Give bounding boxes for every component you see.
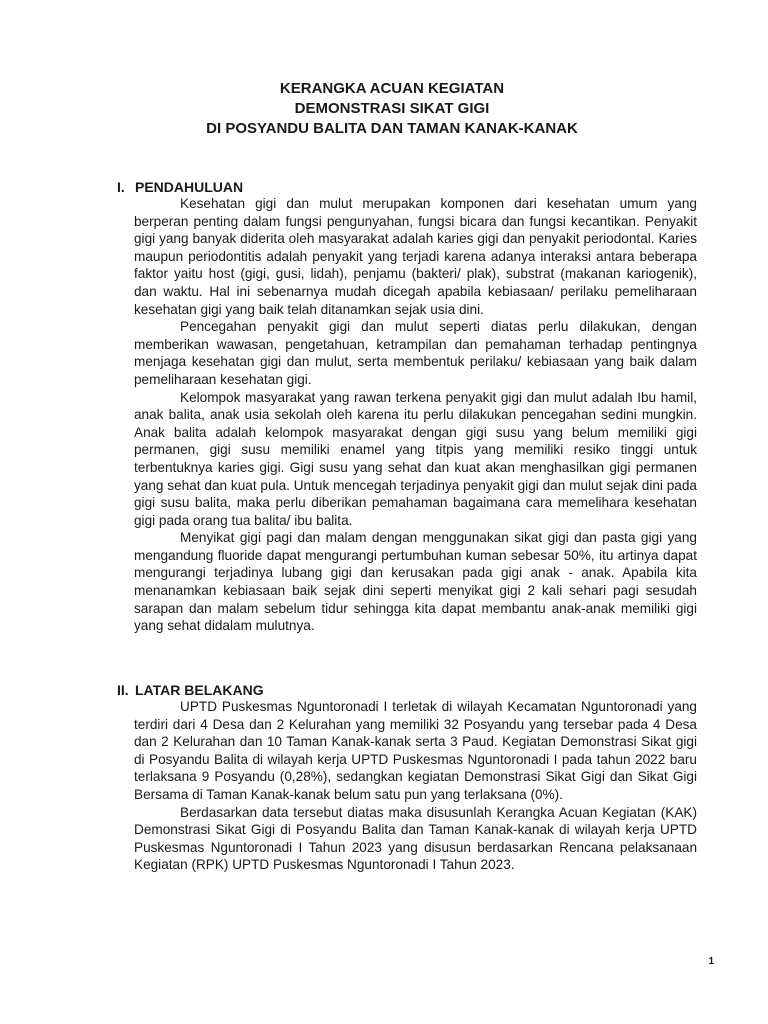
title-line-1: KERANGKA ACUAN KEGIATAN: [279, 80, 505, 97]
page-number: 1: [708, 956, 714, 967]
section-body-pendahuluan: [134, 195, 697, 635]
paragraph: Kesehatan gigi dan mulut merupakan komponen dari kesehatan umum yang berperan penting dalam fungsi pengunyahan, fungsi bicara dan fungsi kecantikan. Penyakit gigi yang banyak diderita oleh masyarakat adalah karies gigi dan penyakit periodontal. Karies maupun periodontitis adalah penyakit yang terjadi karena adanya interaksi antara beberapa faktor yaitu host (gigi, gusi, lidah), penjamu (bakteri/ plak), substrat (makanan kariogenik), dan waktu. Hal ini sebenarnya mudah dicegah apabila kebiasaan/ perilaku pemeliharaan kesehatan gigi yang baik telah ditanamkan sejak usia dini.: [134, 196, 697, 317]
paragraph: Pencegahan penyakit gigi dan mulut seperti diatas perlu dilakukan, dengan memberikan wawasan, pengetahuan, ketrampilan dan pemahaman terhadap pentingnya menjaga kesehatan gigi dan mulut, serta membentuk perilaku/ kebiasaan yang baik dalam pemeliharaan kesehatan gigi.: [134, 319, 697, 387]
section-title: PENDAHULUAN: [135, 179, 244, 195]
paragraph: Kelompok masyarakat yang rawan terkena penyakit gigi dan mulut adalah Ibu hamil, anak balita, anak usia sekolah oleh karena itu perlu dilakukan pencegahan sedini mungkin. Anak balita adalah kelompok masyarakat dengan gigi susu yang belum memiliki gigi permanen, gigi susu memiliki enamel yang titpis yang memiliki resiko tinggi untuk terbentuknya karies gigi. Gigi susu yang sehat dan kuat akan menghasilkan gigi permanen yang sehat dan kuat pula. Untuk mencegah terjadinya penyakit gigi dan mulut sejak dini pada gigi susu balita, maka perlu diberikan pemahaman bagaimana cara memelihara kesehatan gigi pada orang tua balita/ ibu balita.: [134, 389, 697, 528]
title-line-3: DI POSYANDU BALITA DAN TAMAN KANAK-KANAK: [206, 120, 578, 137]
section-body-latar-belakang: [134, 698, 697, 874]
paragraph: Berdasarkan data tersebut diatas maka disusunlah Kerangka Acuan Kegiatan (KAK) Demonstrasi Sikat Gigi di Posyandu Balita dan Taman Kanak-kanak di wilayah kerja UPTD Puskesmas Nguntoronadi I Tahun 2023 yang disusun berdasarkan Rencana pelaksanaan Kegiatan (RPK) UPTD Puskesmas Nguntoronadi I Tahun 2023.: [134, 804, 697, 873]
title-line-2: DEMONSTRASI SIKAT GIGI: [294, 100, 490, 117]
section-number: I.: [117, 179, 125, 195]
paragraph: UPTD Puskesmas Nguntoronadi I terletak di wilayah Kecamatan Nguntoronadi yang terdiri dari 4 Desa dan 2 Kelurahan yang memiliki 32 Posyandu yang tersebar pada 4 Desa dan 2 Kelurahan dan 10 Taman Kanak-kanak serta 3 Paud. Kegiatan Demonstrasi Sikat gigi di Posyandu Balita di wilayah kerja UPTD Puskesmas Nguntoronadi I pada tahun 2022 baru terlaksana 9 Posyandu (0,28%), sedangkan kegiatan Demonstrasi Sikat Gigi dan Sikat Gigi Bersama di Taman Kanak-kanak belum satu pun yang terlaksana (0%).: [134, 699, 697, 802]
section-heading-latar-belakang: [117, 681, 264, 699]
document-title: [0, 79, 768, 139]
section-title: LATAR BELAKANG: [135, 682, 264, 698]
section-heading-pendahuluan: [117, 178, 243, 196]
section-number: II.: [117, 682, 129, 698]
paragraph: Menyikat gigi pagi dan malam dengan menggunakan sikat gigi dan pasta gigi yang mengandung fluoride dapat mengurangi pertumbuhan kuman sebesar 50%, itu artinya dapat mengurangi terjadinya lubang gigi dan kerusakan pada gigi anak - anak. Apabila kita menanamkan kebiasaan baik sejak dini seperti menyikat gigi 2 kali sehari pagi sesudah sarapan dan malam sebelum tidur sehingga kita dapat membantu anak-anak memiliki gigi yang sehat didalam mulutnya.: [134, 530, 697, 634]
